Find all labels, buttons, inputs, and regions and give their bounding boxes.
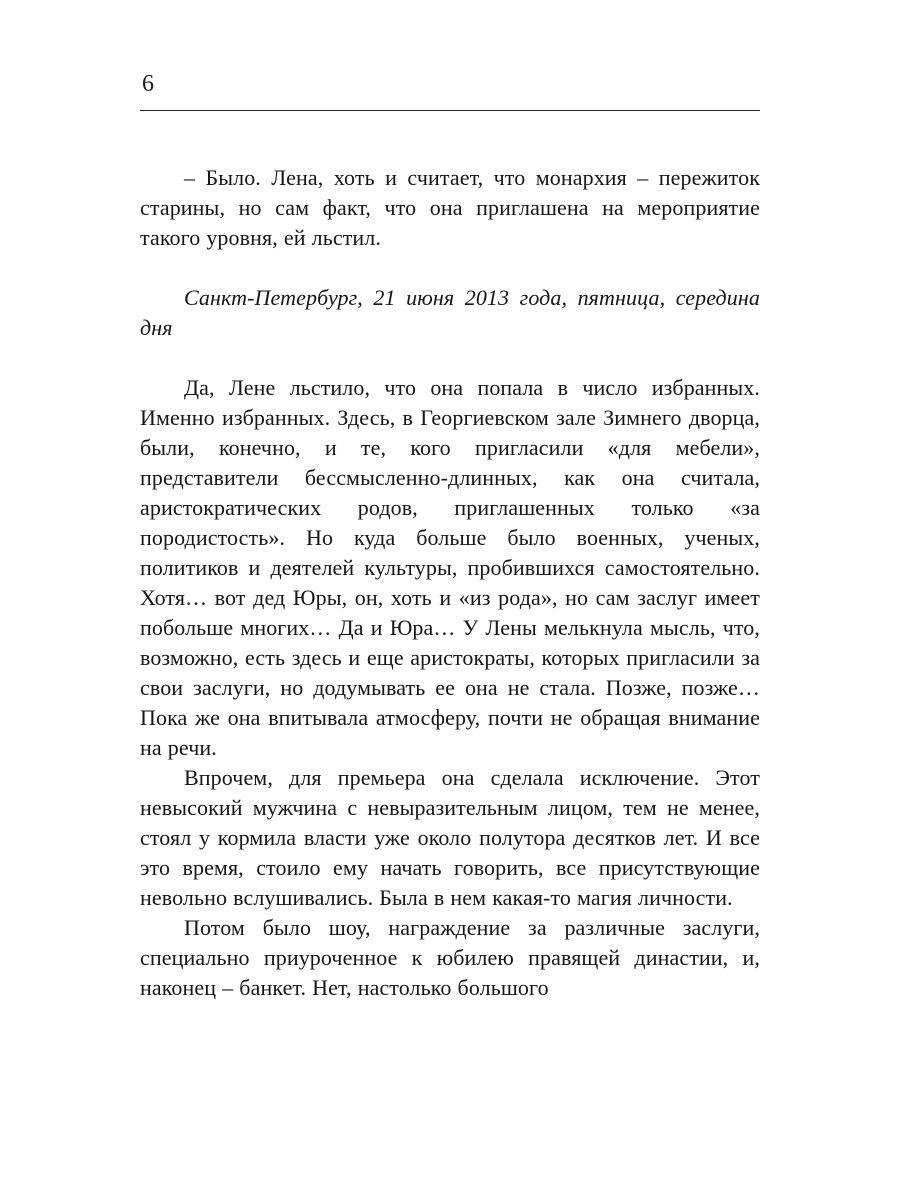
- paragraph-dateline: Санкт-Петербург, 21 июня 2013 года, пятница, середина дня: [140, 285, 760, 340]
- page-number: 6: [142, 71, 154, 97]
- text-block: [140, 163, 760, 1003]
- page-header: [140, 72, 760, 111]
- paragraph-body-2: Впрочем, для премьера она сделала исключение. Этот невысокий мужчина с невыразительным лицом, тем не менее, стоял у кормила власти уже около полутора десятков лет. И все это время, стоило ему начать говорить, все присутствующие невольно вслушивались. Была в нем какая-то магия личности.: [140, 765, 760, 910]
- paragraph-dialogue: – Было. Лена, хоть и считает, что монархия – пережиток старины, но сам факт, что она приглашена на мероприятие такого уровня, ей льстил.: [140, 165, 760, 250]
- header-rule: [140, 110, 760, 111]
- paragraph-body-3: Потом было шоу, награждение за различные заслуги, специально приуроченное к юбилею правящей династии, и, наконец – банкет. Нет, настолько большого: [140, 915, 760, 1000]
- paragraph-body-1: Да, Лене льстило, что она попала в число избранных. Именно избранных. Здесь, в Георгиевском зале Зимнего дворца, были, конечно, и те, кого пригласили «для мебели», представители бессмысленно-длинных, как она считала, аристократических родов, приглашенных только «за породистость». Но куда больше было военных, ученых, политиков и деятелей культуры, пробившихся самостоятельно. Хотя… вот дед Юры, он, хоть и «из рода», но сам заслуг имеет побольше многих… Да и Юра… У Лены мелькнула мысль, что, возможно, есть здесь и еще аристократы, которых пригласили за свои заслуги, но додумывать ее она не стала. Позже, позже… Пока же она впитывала атмосферу, почти не обращая внимание на речи.: [140, 375, 760, 760]
